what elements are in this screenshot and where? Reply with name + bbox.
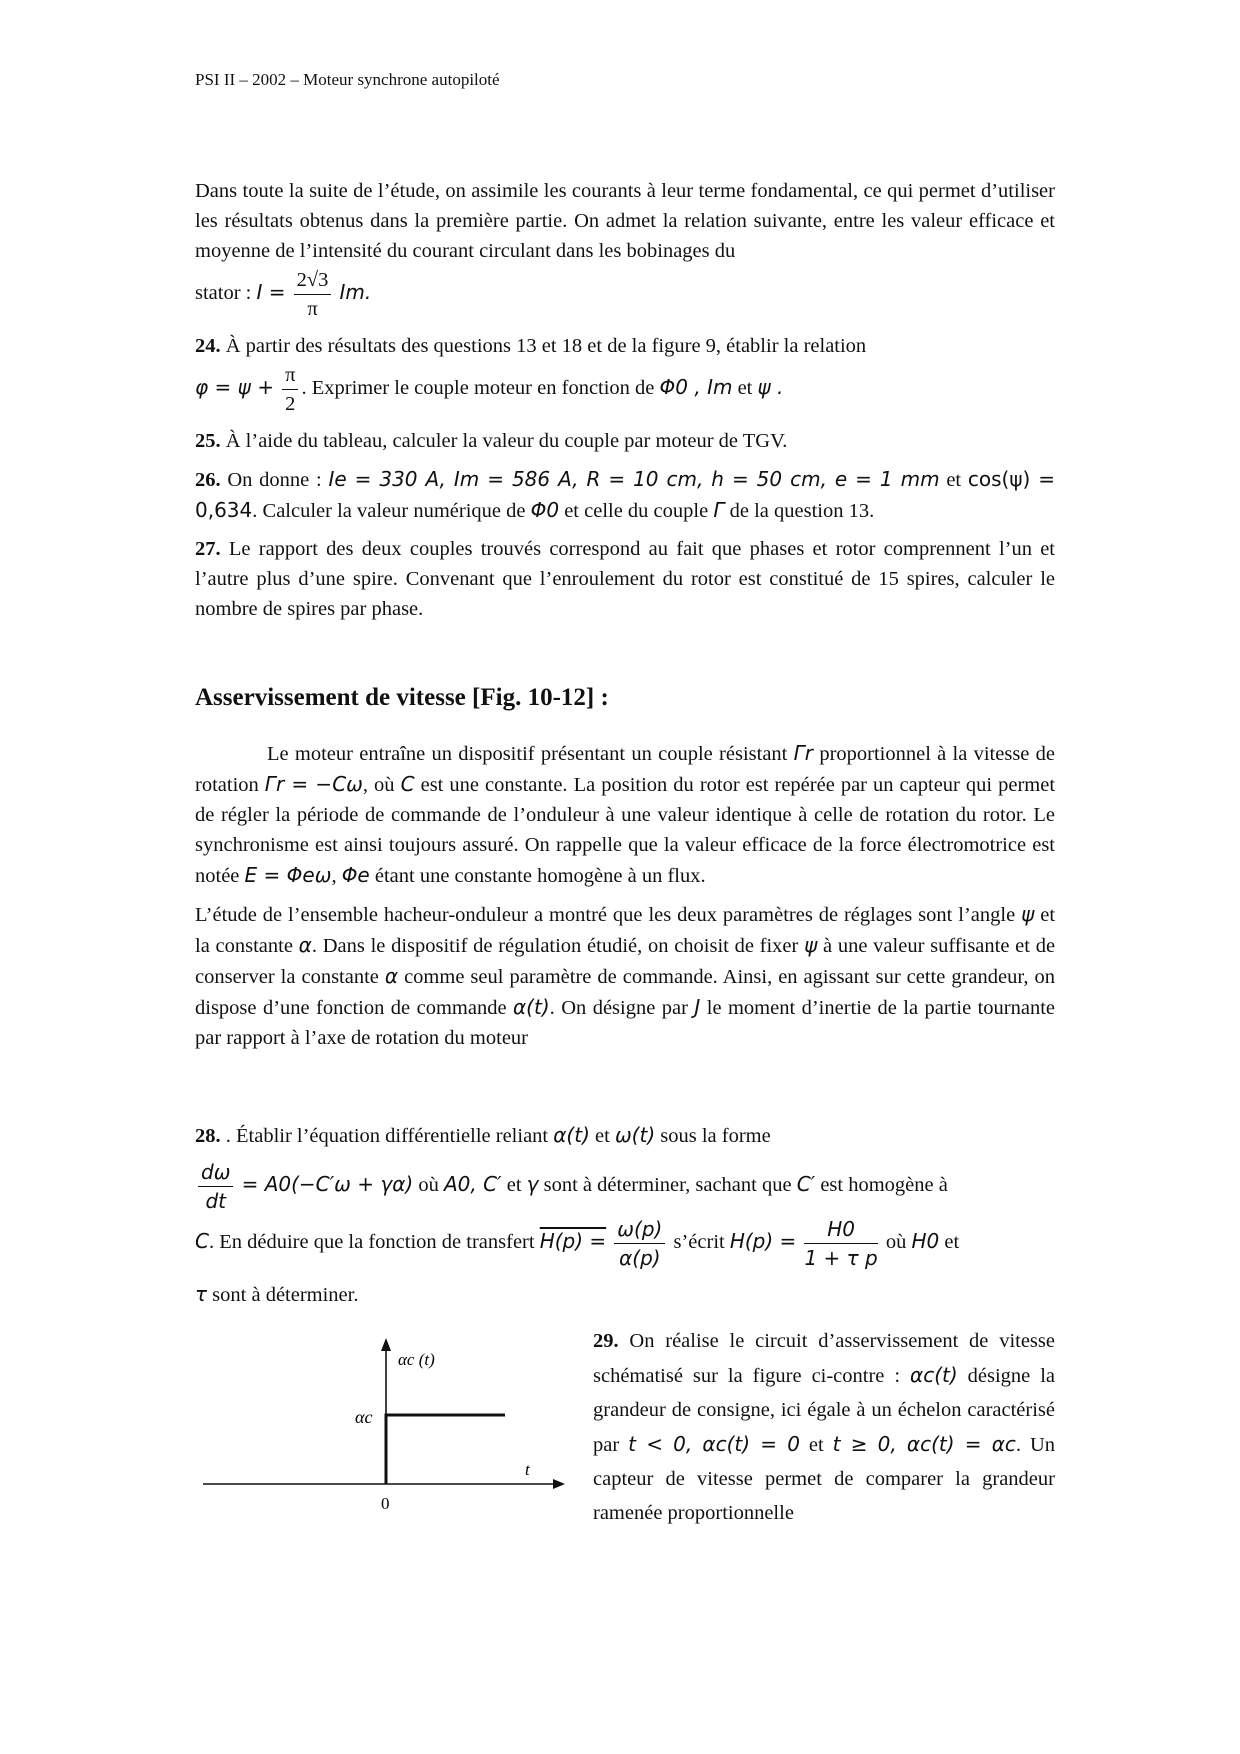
q28-transfer-fraction: $\frac{\omega(p)}{\alpha(p)}$ xyxy=(614,1215,665,1272)
origin-label: 0 xyxy=(381,1494,390,1513)
y-axis-label: αc (t) xyxy=(398,1350,435,1369)
question-26: 26. On donne : Ie = 330 A, Im = 586 A, R = 10 cm, h = 50 cm, e = 1 mm et cos(ψ) = 0,634. Calculer la valeur numérique de Φ0 et celle du couple Γ de la question 13. xyxy=(195,467,1056,522)
step-level-label: αc xyxy=(355,1407,373,1427)
running-header: PSI II – 2002 – Moteur synchrone autopiloté xyxy=(195,70,500,89)
page-body xyxy=(195,176,1055,632)
question-24: 24. À partir des résultats des questions 13 et 18 et de la figure 9, établir la relation φ = ψ + $\frac{\pi}{2}$ . Exprimer le couple moteur en fonction de Φ0 , Im et ψ . xyxy=(195,331,1055,418)
x-axis-label: t xyxy=(525,1460,530,1479)
question-29: 29. On réalise le circuit d’asservissement de vitesse schématisé sur la figure ci-contre : αc(t) désigne la grandeur de consigne, ici égale à un échelon caractérisé par t < 0, αc(t) = 0 et t ≥ 0, αc(t) = αc. Un capteur de vitesse permet de comparer la grandeur ramenée proportionnelle xyxy=(593,1330,1056,1524)
q24-fraction: $\frac{\pi}{2}$ xyxy=(282,361,298,418)
step-signal xyxy=(386,1415,505,1484)
time-axis-arrow xyxy=(553,1479,565,1489)
question-25: 25. À l’aide du tableau, calculer la valeur du couple par moteur de TGV. xyxy=(195,430,788,452)
paragraph-2: L’étude de l’ensemble hacheur-onduleur a montré que les deux paramètres de réglages sont l’angle ψ et la constante α. Dans le dispositif de régulation étudié, on choisit de fixer ψ à une valeur suffisante et de conserver la constante α comme seul paramètre de commande. Ainsi, en agissant sur cette grandeur, on dispose d’une fonction de commande α(t). On désigne par J le moment d’inertie de la partie tournante par rapport à l’axe de rotation du moteur xyxy=(195,902,1056,1049)
section-body xyxy=(195,738,1055,1061)
intro-paragraph: Dans toute la suite de l’étude, on assimile les courants à leur terme fondamental, ce qui permet d’utiliser les résultats obtenus dans la première partie. On admet la relation suivante, entre les valeur efficace et moyenne de l’intensité du courant circulant dans les bobinages du stator : I = $\frac{2√3}{\pi}$ Im. xyxy=(195,176,1055,323)
q28-first-order-fraction: $\frac{H0}{\text{1 + τ p}}$ xyxy=(804,1217,878,1270)
value-axis-arrow xyxy=(381,1338,391,1351)
question-28: 28. . Établir l’équation différentielle reliant α(t) et ω(t) sous la forme $\frac{d\omega}{dt}$ = A0(−C′ω + γα) où A0, C′ et γ sont à déterminer, sachant que C′ est homogène à C. En déduire que la fonction de transfert H(p) = $\frac{\omega(p)}{\alpha(p)}$ s’écrit H(p) = $\frac{H0}{\text{1 + τ p}}$ où H0 et τ sont à déterminer. xyxy=(195,1123,960,1306)
step-input-figure xyxy=(200,1335,570,1525)
intro-fraction: $\frac{2√3}{\pi}$ xyxy=(294,266,332,323)
q28-derivative: $\frac{d\omega}{dt}$ xyxy=(198,1158,233,1215)
section-title: Asservissement de vitesse [Fig. 10-12] : xyxy=(195,684,609,711)
question-27: 27. Le rapport des deux couples trouvés correspond au fait que phases et rotor comprennent l’un et l’autre plus d’une spire. Convenant que l’enroulement du rotor est constitué de 15 spires, calculer le nombre de spires par phase. xyxy=(195,538,1056,620)
paragraph-1: Le moteur entraîne un dispositif présentant un couple résistant Γr proportionnel à la vitesse de rotation Γr = −Cω, où C est une constante. La position du rotor est repérée par un capteur qui permet de régler la période de commande de l’onduleur à une valeur identique à celle de rotation du rotor. Le synchronisme est ainsi toujours assuré. On rappelle que la valeur efficace de la force électromotrice est notée E = Φeω, Φe étant une constante homogène à un flux. xyxy=(195,741,1056,887)
